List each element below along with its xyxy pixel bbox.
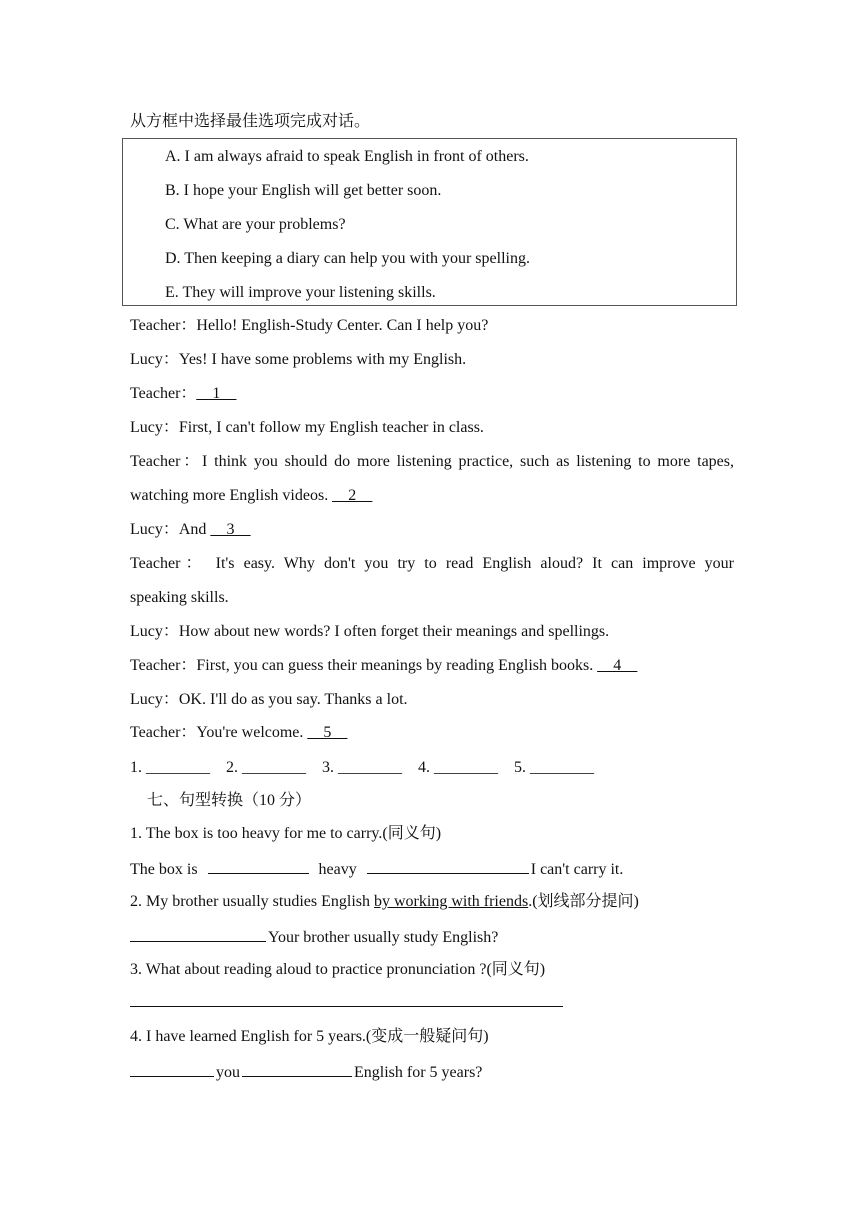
q2-note: .(划线部分提问) <box>528 893 639 910</box>
answer-blank-4[interactable]: 4. ________ <box>418 759 498 776</box>
blank-1: __1__ <box>196 385 237 402</box>
dialogue-line-11 <box>130 656 637 676</box>
q2-text: 2. My brother usually studies English <box>130 893 374 910</box>
answer-blank-3[interactable]: 3. ________ <box>322 759 402 776</box>
q1-text-c: I can't carry it. <box>530 861 624 878</box>
options-box <box>122 138 737 306</box>
dialogue-line-4: Lucy：First, I can't follow my English teacher in class. <box>130 419 484 436</box>
instruction: 从方框中选择最佳选项完成对话。 <box>130 113 371 130</box>
blank-4: __4__ <box>597 657 638 674</box>
dialogue-line-7 <box>130 520 250 540</box>
question-4: 4. I have learned English for 5 years.(变成一般疑问句) <box>130 1028 489 1045</box>
q2-answer-text: Your brother usually study English? <box>268 929 499 946</box>
question-1-answer-line <box>130 858 623 880</box>
q4-text-a: you <box>216 1064 240 1081</box>
option-c: C. What are your problems? <box>165 216 346 233</box>
dialogue-text: Lucy：And <box>130 521 211 538</box>
question-3: 3. What about reading aloud to practice pronunciation ?(同义句) <box>130 961 546 978</box>
question-2-answer-line <box>130 926 498 948</box>
option-a: A. I am always afraid to speak English in front of others. <box>165 148 529 165</box>
blank-2: __2__ <box>332 487 373 504</box>
dialogue-line-10: Lucy：How about new words? I often forget their meanings and spellings. <box>130 623 610 640</box>
dialogue-text: Teacher：First, you can guess their meanings by reading English books. <box>130 657 598 674</box>
answer-blank-5[interactable]: 5. ________ <box>514 759 594 776</box>
dialogue-line-12: Lucy：OK. I'll do as you say. Thanks a lot. <box>130 691 408 708</box>
dialogue-text: Teacher：You're welcome. <box>130 724 308 741</box>
option-b: B. I hope your English will get better soon. <box>165 182 442 199</box>
speaker: Teacher： <box>130 385 197 402</box>
answer-blank-2[interactable]: 2. ________ <box>226 759 306 776</box>
dialogue-text: watching more English videos. <box>130 487 333 504</box>
q1-blank-2[interactable] <box>367 858 529 874</box>
q4-text-b: English for 5 years? <box>354 1064 483 1081</box>
dialogue-line-3 <box>130 384 236 404</box>
dialogue-line-9: speaking skills. <box>130 589 229 606</box>
answer-blank-1[interactable]: 1. ________ <box>130 759 210 776</box>
option-d: D. Then keeping a diary can help you with your spelling. <box>165 250 530 267</box>
section-7-title: 七、句型转换（10 分） <box>147 792 312 809</box>
dialogue-line-8: Teacher： It's easy. Why don't you try to read English aloud? It can improve your <box>130 555 734 572</box>
blank-5: __5__ <box>307 724 348 741</box>
question-1: 1. The box is too heavy for me to carry.(同义句) <box>130 825 442 842</box>
answer-row <box>130 758 594 778</box>
question-4-answer-line <box>130 1061 482 1083</box>
q1-blank-1[interactable] <box>208 858 309 874</box>
dialogue-line-1: Teacher：Hello! English-Study Center. Can I help you? <box>130 317 489 334</box>
q2-blank[interactable] <box>130 926 266 942</box>
dialogue-line-5: Teacher：I think you should do more listening practice, such as listening to more tapes, <box>130 453 734 470</box>
q2-underlined: by working with friends <box>373 893 529 910</box>
dialogue-line-13 <box>130 723 347 743</box>
q4-blank-2[interactable] <box>242 1061 352 1077</box>
q4-blank-1[interactable] <box>130 1061 214 1077</box>
dialogue-line-2: Lucy：Yes! I have some problems with my English. <box>130 351 467 368</box>
blank-3: __3__ <box>210 521 251 538</box>
q1-text-a: The box is <box>130 861 198 878</box>
dialogue-line-6 <box>130 486 372 506</box>
question-2 <box>130 892 639 912</box>
option-e: E. They will improve your listening skills. <box>165 284 436 301</box>
q3-answer-line[interactable] <box>130 1006 563 1007</box>
q1-text-b: heavy <box>318 861 357 878</box>
